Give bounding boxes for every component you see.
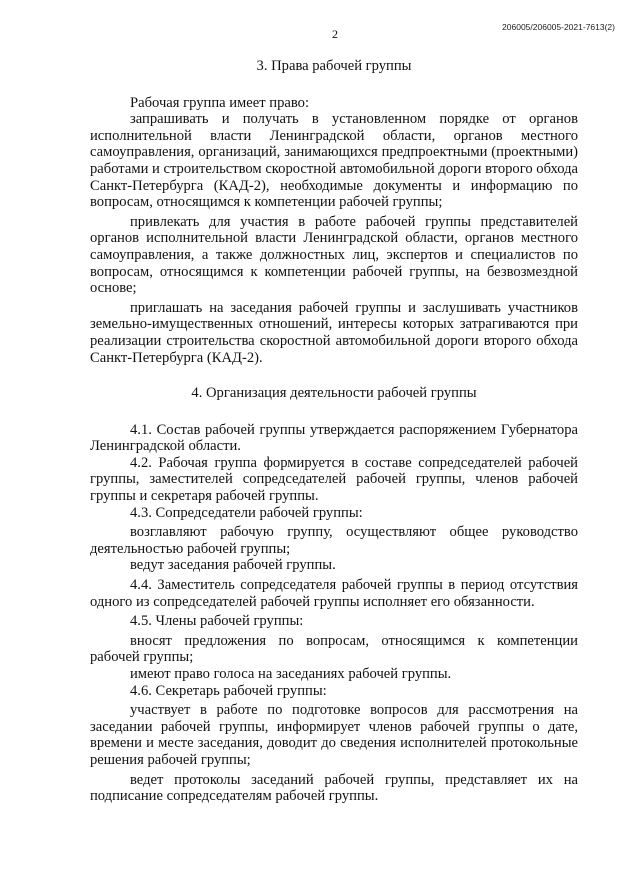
section-4-paragraph: ведет протоколы заседаний рабочей группы, представляет их на подписание сопредседателям рабочей группы. [90, 771, 578, 805]
section-3-paragraph: Рабочая группа имеет право: [130, 94, 310, 111]
section-4-paragraph: вносят предложения по вопросам, относящимся к компетенции рабочей группы; [90, 632, 578, 666]
section-4-paragraph: 4.3. Сопредседатели рабочей группы: [130, 504, 363, 521]
page-number: 2 [332, 27, 338, 41]
section-4-paragraph: имеют право голоса на заседаниях рабочей группы. [130, 666, 452, 682]
section-3-paragraph: запрашивать и получать в установленном порядке от органов исполнительной власти Ленинградской области, органов местного самоуправления, организаций, занимающихся предпроектными (проектными) работами и строительством скоростной автомобильной дороги второго обхода Санкт-Петербурга (КАД-2), необходимые документы и информацию по вопросам, относящимся к компетенции рабочей группы; [90, 111, 578, 211]
section-4-paragraph: 4.6. Секретарь рабочей группы: [130, 682, 327, 699]
document-body [90, 58, 578, 805]
section-3-paragraph: приглашать на заседания рабочей группы и заслушивать участников земельно-имущественных отношений, интересы которых затрагиваются при реализации строительства скоростной автомобильной дороги второго обхода Санкт-Петербурга (КАД-2). [90, 299, 578, 366]
document-reference-number: 206005/206005-2021-7613(2) [502, 22, 615, 32]
section-4-paragraph: ведут заседания рабочей группы. [130, 557, 336, 574]
section-4-paragraph: участвует в работе по подготовке вопросов для рассмотрения на заседании рабочей группы, информирует членов рабочей группы о дате, времени и месте заседания, доводит до сведения исполнителей протокольные решения рабочей группы; [90, 702, 578, 768]
section-4-paragraph: 4.1. Состав рабочей группы утверждается распоряжением Губернатора Ленинградской области. [90, 421, 578, 455]
section-4-paragraph: 4.2. Рабочая группа формируется в составе сопредседателей рабочей группы, заместителей сопредседателей рабочей группы, членов рабочей группы и секретаря рабочей группы. [90, 454, 578, 505]
section-3-paragraph: привлекать для участия в работе рабочей группы представителей органов исполнительной власти Ленинградской области, органов местного самоуправления, а также должностных лиц, экспертов и специалистов по вопросам, относящимся к компетенции рабочей группы, на безвозмездной основе; [90, 213, 578, 297]
section-4-title: 4. Организация деятельности рабочей группы [191, 385, 477, 402]
section-4-paragraph: возглавляют рабочую группу, осуществляют общее руководство деятельностью рабочей группы; [90, 524, 578, 557]
section-4-paragraph: 4.5. Члены рабочей группы: [130, 613, 304, 630]
section-3-title: 3. Права рабочей группы [256, 58, 412, 74]
section-4-paragraph: 4.4. Заместитель сопредседателя рабочей группы в период отсутствия одного из сопредседателей рабочей группы исполняет его обязанности. [90, 577, 578, 610]
